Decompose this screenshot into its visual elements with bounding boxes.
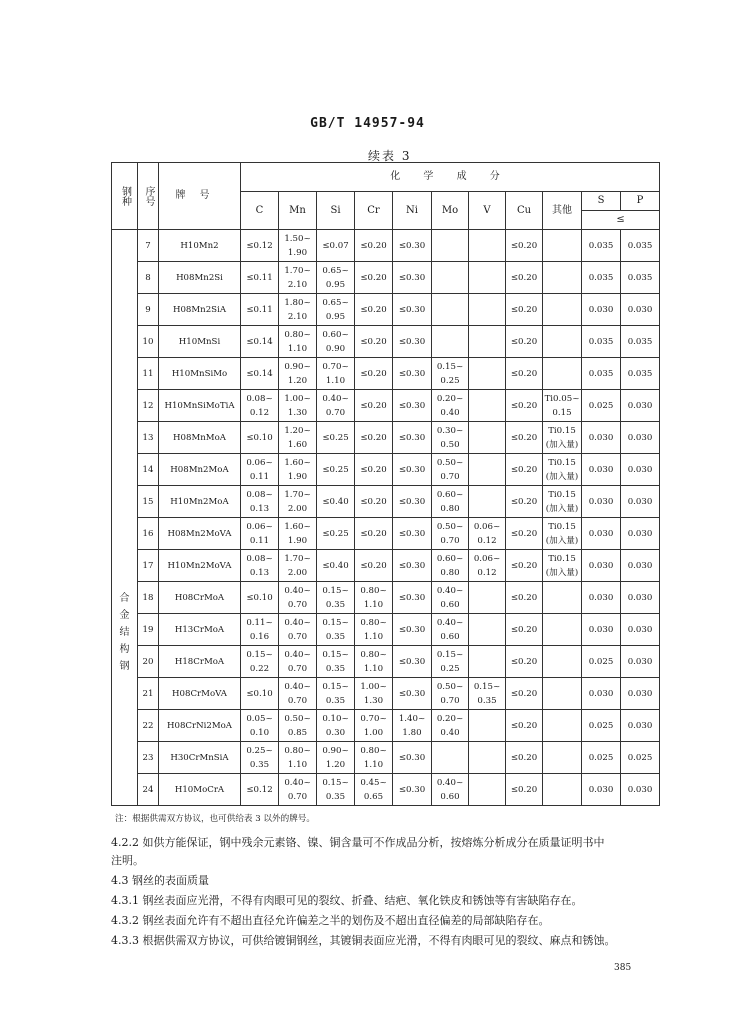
cell-ni: ≤0.30 xyxy=(393,774,432,806)
cell-ni: ≤0.30 xyxy=(393,614,432,646)
cell-grade: H08CrMoVA xyxy=(159,678,241,710)
cell-cr: ≤0.20 xyxy=(355,326,393,358)
header-grade: 牌号 xyxy=(159,163,241,230)
cell-mo: 0.15~ 0.25 xyxy=(432,358,469,390)
cell-s: 0.030 xyxy=(582,774,621,806)
cell-p: 0.030 xyxy=(621,294,660,326)
table-row xyxy=(112,582,660,614)
cell-ni: ≤0.30 xyxy=(393,518,432,550)
header-chem: 化 学 成 分 xyxy=(241,163,660,192)
cell-other: Ti0.15 (加入量) xyxy=(543,518,582,550)
header-no: 序号 xyxy=(138,163,159,230)
cell-other xyxy=(543,614,582,646)
cell-cu: ≤0.20 xyxy=(506,358,543,390)
cell-mo xyxy=(432,294,469,326)
cell-grade: H10MoCrA xyxy=(159,774,241,806)
cell-c: ≤0.14 xyxy=(241,358,279,390)
cell-si: 0.15~ 0.35 xyxy=(317,646,355,678)
cell-s: 0.030 xyxy=(582,582,621,614)
cell-other xyxy=(543,742,582,774)
cell-cr: 0.80~ 1.10 xyxy=(355,614,393,646)
cell-si: 0.65~ 0.95 xyxy=(317,294,355,326)
cell-v: 0.06~ 0.12 xyxy=(469,550,506,582)
cell-mn: 1.20~ 1.60 xyxy=(279,422,317,454)
header-el-ni: Ni xyxy=(393,192,432,230)
cell-grade: H08CrNi2MoA xyxy=(159,710,241,742)
cell-mo xyxy=(432,230,469,262)
cell-cu: ≤0.20 xyxy=(506,646,543,678)
cell-mn: 1.80~ 2.10 xyxy=(279,294,317,326)
cell-cr: ≤0.20 xyxy=(355,518,393,550)
cell-c: ≤0.10 xyxy=(241,582,279,614)
cell-ni: 1.40~ 1.80 xyxy=(393,710,432,742)
cell-mo: 0.20~ 0.40 xyxy=(432,710,469,742)
cell-grade: H18CrMoA xyxy=(159,646,241,678)
cell-p: 0.030 xyxy=(621,614,660,646)
cell-grade: H08CrMoA xyxy=(159,582,241,614)
cell-cu: ≤0.20 xyxy=(506,294,543,326)
cell-grade: H08Mn2MoVA xyxy=(159,518,241,550)
cell-s: 0.030 xyxy=(582,454,621,486)
cell-mo: 0.50~ 0.70 xyxy=(432,454,469,486)
cell-grade: H08Mn2MoA xyxy=(159,454,241,486)
paragraph-4-3-2: 4.3.2 钢丝表面允许有不超出直径允许偏差之半的划伤及不超出直径偏差的局部缺陷存在。 xyxy=(111,914,550,927)
cell-v xyxy=(469,326,506,358)
cell-v: 0.06~ 0.12 xyxy=(469,518,506,550)
standard-number: GB/T 14957-94 xyxy=(310,116,425,131)
cell-ni: ≤0.30 xyxy=(393,646,432,678)
cell-cu: ≤0.20 xyxy=(506,486,543,518)
cell-ni: ≤0.30 xyxy=(393,390,432,422)
cell-p: 0.035 xyxy=(621,230,660,262)
cell-other xyxy=(543,774,582,806)
cell-cr: ≤0.20 xyxy=(355,422,393,454)
cell-cu: ≤0.20 xyxy=(506,550,543,582)
cell-mo: 0.50~ 0.70 xyxy=(432,518,469,550)
cell-no: 22 xyxy=(138,710,159,742)
composition-table xyxy=(111,162,660,806)
cell-v xyxy=(469,454,506,486)
cell-cr: ≤0.20 xyxy=(355,486,393,518)
cell-si: ≤0.07 xyxy=(317,230,355,262)
cell-cu: ≤0.20 xyxy=(506,454,543,486)
cell-other: Ti0.15 (加入量) xyxy=(543,486,582,518)
cell-cu: ≤0.20 xyxy=(506,390,543,422)
header-el-cu: Cu xyxy=(506,192,543,230)
cell-p: 0.035 xyxy=(621,262,660,294)
table-row xyxy=(112,422,660,454)
cell-v xyxy=(469,742,506,774)
cell-cu: ≤0.20 xyxy=(506,518,543,550)
cell-cu: ≤0.20 xyxy=(506,710,543,742)
cell-mn: 0.90~ 1.20 xyxy=(279,358,317,390)
cell-grade: H08MnMoA xyxy=(159,422,241,454)
table-row xyxy=(112,614,660,646)
cell-v xyxy=(469,230,506,262)
table-row xyxy=(112,390,660,422)
cell-grade: H08Mn2Si xyxy=(159,262,241,294)
cell-ni: ≤0.30 xyxy=(393,358,432,390)
cell-other: Ti0.15 (加入量) xyxy=(543,422,582,454)
cell-si: ≤0.25 xyxy=(317,518,355,550)
table-row xyxy=(112,486,660,518)
table-row xyxy=(112,678,660,710)
cell-p: 0.030 xyxy=(621,390,660,422)
cell-c: ≤0.11 xyxy=(241,262,279,294)
cell-s: 0.035 xyxy=(582,230,621,262)
cell-no: 11 xyxy=(138,358,159,390)
cell-cr: 1.00~ 1.30 xyxy=(355,678,393,710)
cell-p: 0.030 xyxy=(621,710,660,742)
cell-cr: 0.80~ 1.10 xyxy=(355,582,393,614)
cell-other xyxy=(543,582,582,614)
cell-s: 0.025 xyxy=(582,710,621,742)
table-row xyxy=(112,774,660,806)
cell-si: 0.65~ 0.95 xyxy=(317,262,355,294)
cell-s: 0.030 xyxy=(582,422,621,454)
cell-other xyxy=(543,678,582,710)
cell-cr: 0.70~ 1.00 xyxy=(355,710,393,742)
cell-c: ≤0.10 xyxy=(241,422,279,454)
cell-cr: ≤0.20 xyxy=(355,294,393,326)
cell-p: 0.030 xyxy=(621,774,660,806)
table-row xyxy=(112,646,660,678)
cell-c: 0.06~ 0.11 xyxy=(241,454,279,486)
paragraph-4-2-2: 4.2.2 如供方能保证，钢中残余元素铬、镍、铜含量可不作成品分析，按熔炼分析成分在质量证明书中 xyxy=(111,836,605,849)
cell-cr: 0.80~ 1.10 xyxy=(355,742,393,774)
cell-mn: 1.70~ 2.00 xyxy=(279,550,317,582)
cell-p: 0.030 xyxy=(621,454,660,486)
cell-c: 0.25~ 0.35 xyxy=(241,742,279,774)
table-caption: 续表 3 xyxy=(368,149,412,163)
cell-mn: 0.40~ 0.70 xyxy=(279,582,317,614)
cell-si: 0.15~ 0.35 xyxy=(317,678,355,710)
cell-ni: ≤0.30 xyxy=(393,230,432,262)
cell-other xyxy=(543,230,582,262)
cell-c: ≤0.12 xyxy=(241,230,279,262)
table-row xyxy=(112,518,660,550)
cell-cu: ≤0.20 xyxy=(506,326,543,358)
cell-cu: ≤0.20 xyxy=(506,774,543,806)
cell-mn: 1.50~ 1.90 xyxy=(279,230,317,262)
category-label: 合 金 结 构 钢 xyxy=(112,230,138,806)
cell-no: 16 xyxy=(138,518,159,550)
cell-other xyxy=(543,326,582,358)
cell-v xyxy=(469,358,506,390)
cell-mo: 0.50~ 0.70 xyxy=(432,678,469,710)
cell-si: 0.15~ 0.35 xyxy=(317,774,355,806)
header-steel-type: 钢种 xyxy=(112,163,138,230)
cell-s: 0.030 xyxy=(582,294,621,326)
cell-v xyxy=(469,390,506,422)
cell-other xyxy=(543,646,582,678)
cell-si: ≤0.40 xyxy=(317,486,355,518)
cell-other xyxy=(543,710,582,742)
cell-v xyxy=(469,774,506,806)
cell-no: 10 xyxy=(138,326,159,358)
header-el-v: V xyxy=(469,192,506,230)
table-row xyxy=(112,358,660,390)
paragraph-4-2-2-cont: 注明。 xyxy=(111,854,144,867)
table-row xyxy=(112,710,660,742)
cell-si: 0.10~ 0.30 xyxy=(317,710,355,742)
cell-no: 18 xyxy=(138,582,159,614)
cell-cr: ≤0.20 xyxy=(355,390,393,422)
cell-v xyxy=(469,646,506,678)
cell-mn: 0.40~ 0.70 xyxy=(279,614,317,646)
cell-v xyxy=(469,582,506,614)
table-row xyxy=(112,230,660,262)
cell-si: 0.60~ 0.90 xyxy=(317,326,355,358)
cell-p: 0.030 xyxy=(621,422,660,454)
cell-grade: H10MnSiMo xyxy=(159,358,241,390)
cell-mo xyxy=(432,262,469,294)
header-el-si: Si xyxy=(317,192,355,230)
cell-no: 7 xyxy=(138,230,159,262)
paragraph-4-3-3: 4.3.3 根据供需双方协议，可供给镀铜钢丝，其镀铜表面应光滑，不得有肉眼可见的裂纹、麻点和锈蚀。 xyxy=(111,934,616,947)
cell-cr: ≤0.20 xyxy=(355,358,393,390)
cell-ni: ≤0.30 xyxy=(393,486,432,518)
cell-mn: 0.80~ 1.10 xyxy=(279,742,317,774)
cell-si: 0.70~ 1.10 xyxy=(317,358,355,390)
cell-no: 15 xyxy=(138,486,159,518)
cell-no: 20 xyxy=(138,646,159,678)
cell-mo: 0.20~ 0.40 xyxy=(432,390,469,422)
cell-ni: ≤0.30 xyxy=(393,550,432,582)
page-number: 385 xyxy=(614,963,632,973)
cell-si: 0.15~ 0.35 xyxy=(317,614,355,646)
cell-grade: H10MnSiMoTiA xyxy=(159,390,241,422)
cell-other: Ti0.05~ 0.15 xyxy=(543,390,582,422)
cell-s: 0.030 xyxy=(582,486,621,518)
cell-p: 0.025 xyxy=(621,742,660,774)
cell-cu: ≤0.20 xyxy=(506,678,543,710)
cell-mo: 0.40~ 0.60 xyxy=(432,582,469,614)
header-el-p: P xyxy=(621,192,660,211)
cell-mn: 0.50~ 0.85 xyxy=(279,710,317,742)
cell-mo: 0.15~ 0.25 xyxy=(432,646,469,678)
cell-grade: H10Mn2MoVA xyxy=(159,550,241,582)
cell-cu: ≤0.20 xyxy=(506,742,543,774)
cell-no: 14 xyxy=(138,454,159,486)
cell-p: 0.030 xyxy=(621,550,660,582)
cell-cr: 0.80~ 1.10 xyxy=(355,646,393,678)
cell-p: 0.030 xyxy=(621,678,660,710)
cell-p: 0.030 xyxy=(621,486,660,518)
cell-v xyxy=(469,614,506,646)
paragraph-4-3-1: 4.3.1 钢丝表面应光滑，不得有肉眼可见的裂纹、折叠、结疤、氧化铁皮和锈蚀等有害缺陷存在。 xyxy=(111,894,583,907)
cell-other xyxy=(543,294,582,326)
cell-mn: 1.60~ 1.90 xyxy=(279,518,317,550)
cell-mn: 0.80~ 1.10 xyxy=(279,326,317,358)
cell-p: 0.030 xyxy=(621,646,660,678)
cell-mn: 0.40~ 0.70 xyxy=(279,678,317,710)
cell-ni: ≤0.30 xyxy=(393,294,432,326)
table-row xyxy=(112,742,660,774)
cell-cr: ≤0.20 xyxy=(355,262,393,294)
table-row xyxy=(112,550,660,582)
cell-v xyxy=(469,262,506,294)
cell-ni: ≤0.30 xyxy=(393,678,432,710)
cell-p: 0.030 xyxy=(621,518,660,550)
cell-v xyxy=(469,486,506,518)
cell-mn: 1.70~ 2.00 xyxy=(279,486,317,518)
cell-s: 0.025 xyxy=(582,646,621,678)
cell-cu: ≤0.20 xyxy=(506,582,543,614)
cell-mo: 0.30~ 0.50 xyxy=(432,422,469,454)
cell-s: 0.030 xyxy=(582,518,621,550)
table-row xyxy=(112,326,660,358)
header-el-c: C xyxy=(241,192,279,230)
cell-ni: ≤0.30 xyxy=(393,582,432,614)
cell-p: 0.030 xyxy=(621,582,660,614)
cell-c: ≤0.12 xyxy=(241,774,279,806)
cell-no: 23 xyxy=(138,742,159,774)
cell-si: 0.15~ 0.35 xyxy=(317,582,355,614)
cell-grade: H10Mn2 xyxy=(159,230,241,262)
cell-mn: 0.40~ 0.70 xyxy=(279,774,317,806)
section-4-3-heading: 4.3 钢丝的表面质量 xyxy=(111,874,209,887)
cell-ni: ≤0.30 xyxy=(393,422,432,454)
cell-cr: ≤0.20 xyxy=(355,454,393,486)
cell-si: 0.90~ 1.20 xyxy=(317,742,355,774)
cell-v: 0.15~ 0.35 xyxy=(469,678,506,710)
cell-s: 0.030 xyxy=(582,614,621,646)
header-el-cr: Cr xyxy=(355,192,393,230)
cell-s: 0.035 xyxy=(582,262,621,294)
cell-c: 0.08~ 0.12 xyxy=(241,390,279,422)
cell-s: 0.030 xyxy=(582,678,621,710)
header-el-mn: Mn xyxy=(279,192,317,230)
cell-ni: ≤0.30 xyxy=(393,262,432,294)
cell-v xyxy=(469,294,506,326)
cell-cu: ≤0.20 xyxy=(506,614,543,646)
cell-other xyxy=(543,358,582,390)
cell-p: 0.035 xyxy=(621,358,660,390)
cell-cu: ≤0.20 xyxy=(506,422,543,454)
cell-c: 0.08~ 0.13 xyxy=(241,550,279,582)
cell-no: 12 xyxy=(138,390,159,422)
cell-mn: 1.70~ 2.10 xyxy=(279,262,317,294)
cell-s: 0.025 xyxy=(582,390,621,422)
cell-c: 0.08~ 0.13 xyxy=(241,486,279,518)
table-row xyxy=(112,294,660,326)
cell-other xyxy=(543,262,582,294)
header-le-sign: ≤ xyxy=(582,211,660,230)
cell-mo xyxy=(432,742,469,774)
cell-c: ≤0.10 xyxy=(241,678,279,710)
header-el-s: S xyxy=(582,192,621,211)
cell-ni: ≤0.30 xyxy=(393,326,432,358)
header-el-other: 其他 xyxy=(543,192,582,230)
cell-cr: ≤0.20 xyxy=(355,550,393,582)
cell-v xyxy=(469,422,506,454)
cell-mo: 0.40~ 0.60 xyxy=(432,614,469,646)
cell-no: 19 xyxy=(138,614,159,646)
cell-ni: ≤0.30 xyxy=(393,742,432,774)
cell-p: 0.035 xyxy=(621,326,660,358)
cell-s: 0.025 xyxy=(582,742,621,774)
cell-grade: H13CrMoA xyxy=(159,614,241,646)
cell-other: Ti0.15 (加入量) xyxy=(543,550,582,582)
cell-no: 17 xyxy=(138,550,159,582)
cell-mn: 1.00~ 1.30 xyxy=(279,390,317,422)
cell-cr: 0.45~ 0.65 xyxy=(355,774,393,806)
table-row xyxy=(112,262,660,294)
cell-mo: 0.60~ 0.80 xyxy=(432,550,469,582)
cell-grade: H30CrMnSiA xyxy=(159,742,241,774)
cell-c: ≤0.11 xyxy=(241,294,279,326)
cell-s: 0.035 xyxy=(582,326,621,358)
cell-c: 0.06~ 0.11 xyxy=(241,518,279,550)
table-note: 注：根据供需双方协议，也可供给表 3 以外的牌号。 xyxy=(115,814,315,824)
cell-s: 0.030 xyxy=(582,550,621,582)
header-el-mo: Mo xyxy=(432,192,469,230)
cell-no: 24 xyxy=(138,774,159,806)
cell-no: 13 xyxy=(138,422,159,454)
cell-cr: ≤0.20 xyxy=(355,230,393,262)
cell-no: 9 xyxy=(138,294,159,326)
cell-c: ≤0.14 xyxy=(241,326,279,358)
cell-c: 0.11~ 0.16 xyxy=(241,614,279,646)
cell-si: ≤0.25 xyxy=(317,422,355,454)
cell-v xyxy=(469,710,506,742)
cell-ni: ≤0.30 xyxy=(393,454,432,486)
cell-grade: H10Mn2MoA xyxy=(159,486,241,518)
cell-grade: H10MnSi xyxy=(159,326,241,358)
cell-si: ≤0.40 xyxy=(317,550,355,582)
cell-no: 8 xyxy=(138,262,159,294)
cell-cu: ≤0.20 xyxy=(506,230,543,262)
cell-c: 0.05~ 0.10 xyxy=(241,710,279,742)
cell-si: ≤0.25 xyxy=(317,454,355,486)
cell-si: 0.40~ 0.70 xyxy=(317,390,355,422)
cell-c: 0.15~ 0.22 xyxy=(241,646,279,678)
cell-grade: H08Mn2SiA xyxy=(159,294,241,326)
cell-no: 21 xyxy=(138,678,159,710)
cell-other: Ti0.15 (加入量) xyxy=(543,454,582,486)
cell-mn: 0.40~ 0.70 xyxy=(279,646,317,678)
table-row xyxy=(112,454,660,486)
cell-mo: 0.60~ 0.80 xyxy=(432,486,469,518)
cell-mo xyxy=(432,326,469,358)
cell-s: 0.035 xyxy=(582,358,621,390)
cell-mn: 1.60~ 1.90 xyxy=(279,454,317,486)
cell-cu: ≤0.20 xyxy=(506,262,543,294)
cell-mo: 0.40~ 0.60 xyxy=(432,774,469,806)
